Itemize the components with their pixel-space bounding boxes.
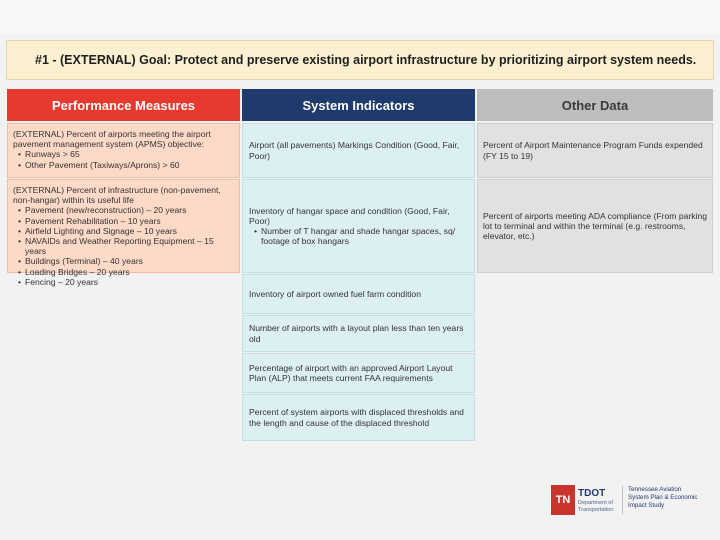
system-indicator-alp bbox=[242, 353, 475, 393]
performance-measure-text: (EXTERNAL) Percent of infrastructure (non-pavement, non-hangar) within its useful life bbox=[13, 185, 221, 206]
system-indicator-hangar bbox=[242, 179, 475, 273]
bullet-item: • Buildings (Terminal) – 40 years bbox=[25, 256, 234, 266]
bullet-item: • Number of T hangar and shade hangar spaces, sq/ footage of box hangars bbox=[261, 226, 469, 246]
system-indicator-text: Airport (all pavements) Markings Condition (Good, Fair, Poor) bbox=[249, 140, 460, 161]
system-indicator-text: Inventory of hangar space and condition (Good, Fair, Poor) bbox=[249, 205, 450, 226]
bullet-item: • Pavement (new/reconstruction) – 20 years bbox=[25, 205, 234, 215]
system-indicator-markings bbox=[242, 123, 475, 178]
slide-top-band bbox=[0, 0, 720, 34]
performance-measure-bullets bbox=[13, 205, 234, 287]
header-other-data bbox=[477, 89, 713, 121]
header-performance-label: Performance Measures bbox=[51, 97, 196, 113]
tn-logo-text: TN bbox=[555, 494, 571, 506]
header-performance-measures bbox=[7, 89, 240, 121]
goal-text: #1 - (EXTERNAL) Goal: Protect and preserve existing airport infrastructure by prioritizing airport system needs. bbox=[35, 53, 697, 67]
study-line: System Plan & Economic bbox=[628, 494, 698, 501]
tn-logo bbox=[551, 485, 575, 515]
bullet-item: • Loading Bridges – 20 years bbox=[25, 267, 234, 277]
study-title bbox=[628, 486, 708, 510]
system-indicator-text: Inventory of airport owned fuel farm condition bbox=[249, 288, 421, 299]
system-indicator-displaced-thresholds bbox=[242, 394, 475, 441]
performance-measure-bullets bbox=[13, 149, 234, 169]
other-data-text: Percent of Airport Maintenance Program Funds expended (FY 15 to 19) bbox=[483, 140, 703, 161]
other-data-text: Percent of airports meeting ADA compliance (From parking lot to terminal and within the terminal (e.g. restrooms, elevator, etc.) bbox=[483, 210, 708, 242]
header-other-label: Other Data bbox=[561, 97, 629, 113]
header-system-label: System Indicators bbox=[302, 97, 415, 113]
study-line: Tennessee Aviation bbox=[628, 486, 682, 493]
bullet-item: • Airfield Lighting and Signage – 10 years bbox=[25, 226, 234, 236]
system-indicator-text: Percent of system airports with displaced thresholds and the length and cause of the displaced threshold bbox=[249, 407, 464, 428]
other-data-maintenance-funds bbox=[477, 123, 713, 178]
performance-measure-text: (EXTERNAL) Percent of airports meeting the airport pavement management system (APMS) objective: bbox=[13, 129, 211, 150]
system-indicator-layout-plan bbox=[242, 315, 475, 352]
bullet-item: • Fencing – 20 years bbox=[25, 277, 234, 287]
performance-measure-apms bbox=[7, 123, 240, 178]
system-indicator-bullets bbox=[249, 226, 469, 246]
footer-divider bbox=[622, 486, 623, 514]
system-indicator-fuel-farm bbox=[242, 274, 475, 314]
bullet-item: • Runways > 65 bbox=[25, 149, 234, 159]
system-indicator-text: Number of airports with a layout plan less than ten years old bbox=[249, 323, 464, 344]
goal-banner bbox=[6, 40, 714, 80]
bullet-item: • Pavement Rehabilitation – 10 years bbox=[25, 216, 234, 226]
study-line: Impact Study bbox=[628, 502, 665, 509]
bullet-item: • Other Pavement (Taxiways/Aprons) > 60 bbox=[25, 160, 234, 170]
other-data-ada bbox=[477, 179, 713, 273]
tdot-logo: TDOT bbox=[578, 488, 606, 499]
tdot-subtitle: Department of Transportation bbox=[578, 500, 614, 513]
header-system-indicators bbox=[242, 89, 475, 121]
bullet-item: • NAVAIDs and Weather Reporting Equipment – 15 years bbox=[25, 236, 234, 256]
system-indicator-text: Percentage of airport with an approved Airport Layout Plan (ALP) that meets current FAA requirements bbox=[249, 362, 453, 383]
performance-measure-useful-life bbox=[7, 179, 240, 287]
